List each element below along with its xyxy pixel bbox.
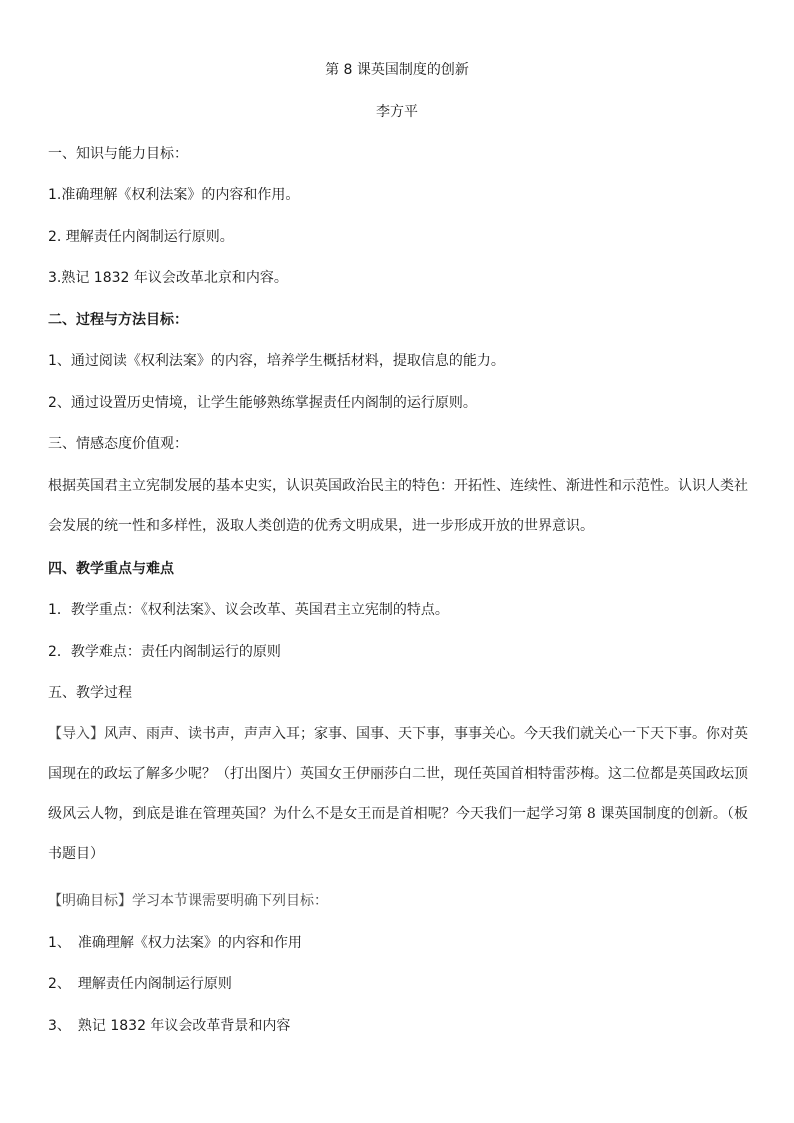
values-paragraph: 根据英国君主立宪制发展的基本史实，认识英国政治民主的特色：开拓性、连续性、渐进性和示范性。认识人类社会发展的统一性和多样性，汲取人类创造的优秀文明成果，进一步形成开放的世界意识。 bbox=[48, 478, 748, 534]
list-item: 1、 准确理解《权力法案》的内容和作用 bbox=[48, 935, 302, 951]
author-name: 李方平 bbox=[376, 104, 418, 120]
goals-text: 学习本节课需要明确下列目标： bbox=[132, 893, 328, 909]
section-heading-process: 二、过程与方法目标： bbox=[48, 312, 188, 328]
intro-text: 风声、雨声、读书声，声声入耳；家事、国事、天下事，事事关心。今天我们就关心一下天下事。你对英国现在的政坛了解多少呢？（打出图片）英国女王伊丽莎白二世，现任英国首相特雷莎梅。这二位都是英国政坛顶级风云人物，到底是谁在管理英国？为什么不是女王而是首相呢？今天我们一起学习第 8 课英国制度的创新。（板书题目） bbox=[48, 726, 748, 862]
section-heading-key-points: 四、教学重点与难点 bbox=[48, 561, 174, 577]
list-item: 2、通过设置历史情境，让学生能够熟练掌握责任内阁制的运行原则。 bbox=[48, 395, 477, 411]
list-item: 3、 熟记 1832 年议会改革背景和内容 bbox=[48, 1018, 291, 1034]
list-item: 1．教学重点：《权利法案》、议会改革、英国君主立宪制的特点。 bbox=[48, 602, 449, 618]
goals-label: 【明确目标】 bbox=[48, 893, 132, 909]
intro-label: 【导入】 bbox=[48, 726, 104, 742]
list-item: 1.准确理解《权利法案》的内容和作用。 bbox=[48, 187, 300, 203]
list-item: 2、 理解责任内阁制运行原则 bbox=[48, 976, 232, 992]
section-heading-process-teaching: 五、教学过程 bbox=[48, 685, 132, 701]
section-heading-knowledge: 一、知识与能力目标： bbox=[48, 146, 188, 162]
list-item: 3.熟记 1832 年议会改革北京和内容。 bbox=[48, 270, 288, 286]
section-heading-values: 三、情感态度价值观： bbox=[48, 436, 188, 452]
intro-paragraph bbox=[48, 714, 748, 874]
list-item: 2. 理解责任内阁制运行原则。 bbox=[48, 229, 234, 245]
goals-intro bbox=[48, 891, 328, 911]
list-item: 2．教学难点：责任内阁制运行的原则 bbox=[48, 644, 281, 660]
page-title: 第 8 课英国制度的创新 bbox=[325, 62, 469, 78]
list-item: 1、通过阅读《权利法案》的内容，培养学生概括材料，提取信息的能力。 bbox=[48, 353, 505, 369]
